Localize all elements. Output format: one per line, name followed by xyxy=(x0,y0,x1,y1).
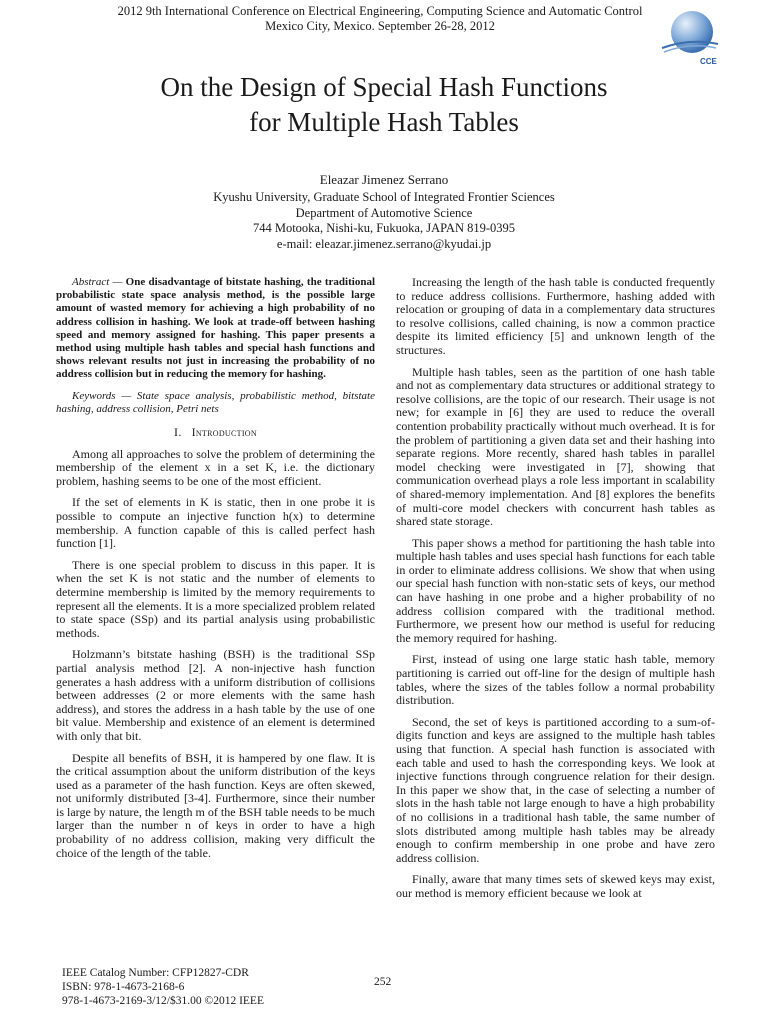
abstract-body: One disadvantage of bitstate hashing, the traditional probabilistic state space analysis method, is the possible large amount of wasted memory for achieving a high probability of no address collision in hashing. We look at trade-off between hashing speed and memory assigned for hashing. This paper presents a method using multiple hash tables and special hash functions and shows relevant results not just in increasing the probability of no address collision but in reducing the memory for hashing. xyxy=(56,276,376,381)
abstract-lead: Abstract — xyxy=(72,276,123,288)
right-column xyxy=(396,276,715,909)
paragraph: This paper shows a method for partitioning the hash table into multiple hash tables and uses special hash functions for each table in order to eliminate address collisions. We show that when using our special hash function with non-static sets of keys, our method can have hashing in one probe and a higher probability of no address collision compared with the traditional method. Furthermore, we present how our method is useful for reducing the memory required for hashing. xyxy=(396,535,715,645)
conference-line-2: Mexico City, Mexico. September 26-28, 2012 xyxy=(265,19,495,33)
cce-logo xyxy=(660,8,720,66)
affiliation-address: 744 Motooka, Nishi-ku, Fukuoka, JAPAN 819-0395 xyxy=(252,221,516,235)
paragraph: There is one special problem to discuss in this paper. It is when the set K is not static and the number of elements to determine membership is limited by the memory requirements to represent all the elements. It is a more specialized problem related to state space (SSp) and its partial analysis using probabilistic methods. xyxy=(56,557,375,640)
logo-text: CCE xyxy=(700,57,717,66)
paragraph: If the set of elements in K is static, then in one probe it is possible to compute an injective function h(x) to determine membership. A function capable of this is called perfect hash function [1]. xyxy=(56,495,375,551)
abstract xyxy=(56,276,375,382)
conference-line-1: 2012 9th International Conference on Electrical Engineering, Computing Science and Automatic Control xyxy=(117,4,643,18)
paragraph: Increasing the length of the hash table is conducted frequently to reduce address collisions. Furthermore, hashing added with relocation or grouping of data in a complementary data structures to resolve collisions, called chaining, is now a common practice despite its limited efficiency [5] and unknown length of the structures. xyxy=(396,275,715,357)
section-title: Introduction xyxy=(191,425,257,440)
title-line-1: On the Design of Special Hash Functions xyxy=(160,72,608,102)
paragraph: Multiple hash tables, seen as the partition of one hash table and not as complementary data structures or additional strategy to resolve collisions, are the topic of our research. Their usage is not new; for example in [6] they are used to reduce the overall contention probability practically without much overhead. It is for the problem of partitioning a given data set and their hashing into separate regions. More recently, shared hash tables in parallel model checking were investigated in [7], showing that communication overhead plays a role less important in scalability of shared-memory implementation. And [8] explores the benefits of multi-core model checkers with concurrent hash tables as shared state storage. xyxy=(396,364,715,529)
footer-catalog: IEEE Catalog Number: CFP12827-CDR xyxy=(62,967,249,979)
paragraph: Finally, aware that many times sets of skewed keys may exist, our method is memory efficient because we look at xyxy=(396,872,715,900)
section-number: I. xyxy=(174,425,182,440)
footer-isbn: ISBN: 978-1-4673-2168-6 xyxy=(62,981,185,993)
paragraph: First, instead of using one large static hash table, memory partitioning is carried out off-line for the design of multiple hash tables, where the sizes of the tables follow a normal probability distribution. xyxy=(396,652,715,708)
author-name: Eleazar Jimenez Serrano xyxy=(319,172,449,187)
keywords: Keywords — State space analysis, probabilistic method, bitstate hashing, address collision, Petri nets xyxy=(56,389,375,415)
globe-logo-icon xyxy=(660,8,720,66)
section-heading-introduction xyxy=(56,426,375,440)
left-column xyxy=(56,276,375,868)
paragraph: Despite all benefits of BSH, it is hampered by one flaw. It is the critical assumption about the uniform distribution of the keys used as a parameter of the hash function. Keys are often skewed, not uniformly distributed [3-4]. Furthermore, since their number is large by nature, the length m of the BSH table needs to be much larger than the number n of keys in order to have a high probability of no address collision, making very difficult the choice of the length of the table. xyxy=(56,750,375,860)
page-number: 252 xyxy=(374,976,392,988)
affiliation-department: Department of Automotive Science xyxy=(295,205,473,220)
paragraph: Second, the set of keys is partitioned according to a sum-of-digits function and keys are assigned to the multiple hash tables using that function. A special hash function is associated with each table and used to hash the corresponding keys. We look at injective functions through congruence relation for their design. In this paper we show that, in the case of selecting a number of slots in the hash table not large enough to have a high probability of no collisions in a traditional hash table, the same number of slots distributed among multiple hash tables may be already enough to confirm membership in one probe and have zero address collision. xyxy=(396,714,715,865)
footer-copyright: 978-1-4673-2169-3/12/$31.00 ©2012 IEEE xyxy=(62,995,264,1007)
footer-publication-info xyxy=(62,966,264,1008)
paper-title xyxy=(60,70,708,140)
paragraph: Holzmann’s bitstate hashing (BSH) is the traditional SSp partial analysis method [2]. A non-injective hash function generates a hash address with a uniform distribution of collisions between addresses (2 or more elements with the same hash address), and stores the address in a hash table by the use of one bit value. Membership and existence of an element is determined with only that bit. xyxy=(56,647,375,743)
affiliation-university: Kyushu University, Graduate School of Integrated Frontier Sciences xyxy=(213,190,555,204)
affiliation-block xyxy=(60,190,708,252)
title-line-2: for Multiple Hash Tables xyxy=(249,107,519,137)
paragraph: Among all approaches to solve the problem of determining the membership of the element x in a set K, i.e. the dictionary problem, hashing seems to be one of the most efficient. xyxy=(56,446,375,488)
affiliation-email: e-mail: eleazar.jimenez.serrano@kyudai.jp xyxy=(276,236,492,251)
conference-header xyxy=(80,4,680,34)
